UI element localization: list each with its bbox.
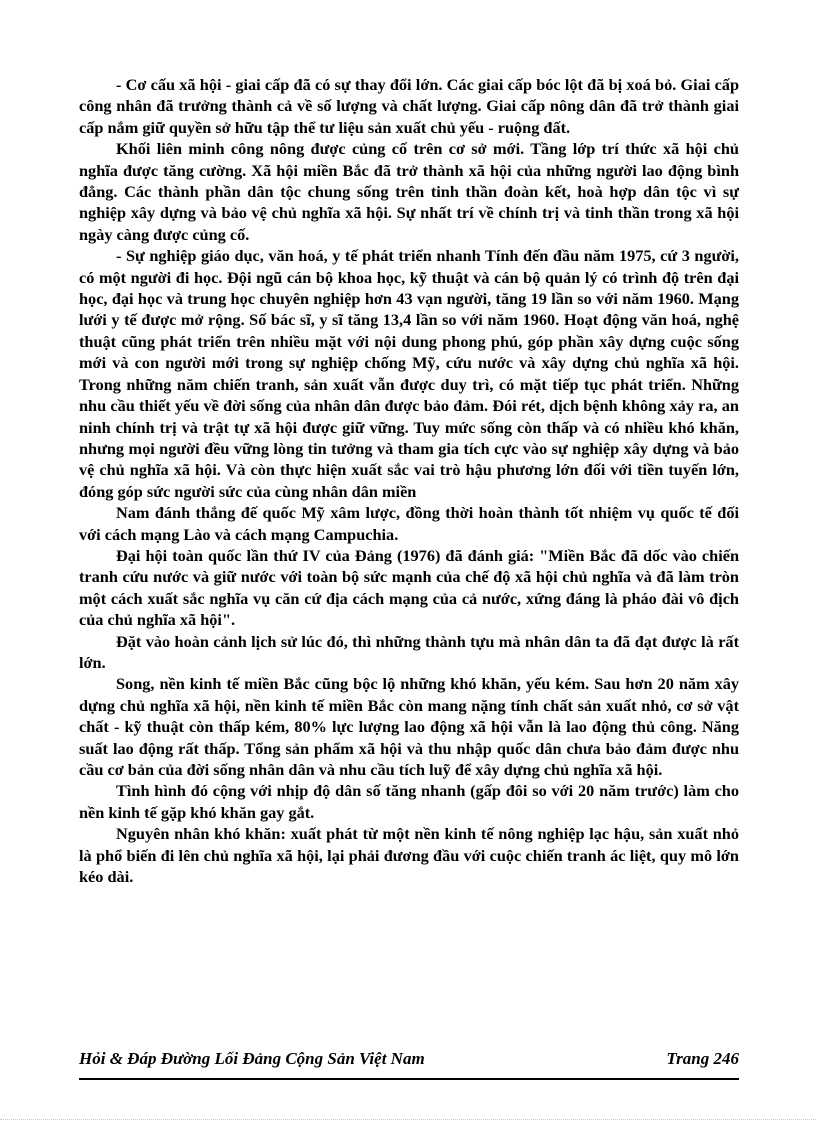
- page-footer: [79, 1049, 739, 1073]
- paragraph-education-culture-health: - Sự nghiệp giáo dục, văn hoá, y tế phát triển nhanh Tính đến đầu năm 1975, cứ 3 người, có một người đi học. Đội ngũ cán bộ khoa học, kỹ thuật và cán bộ quản lý có trình độ trên đại học, đại học và trung học chuyên nghiệp hơn 43 vạn người, tăng 19 lần so với năm 1960. Mạng lưới y tế được mở rộng. Số bác sĩ, y sĩ tăng 13,4 lần so với năm 1960. Hoạt động văn hoá, nghệ thuật cũng phát triển trên nhiều mặt với nội dung phong phú, góp phần xây dựng cuộc sống mới và con người mới trong sự nghiệp chống Mỹ, cứu nước và xây dựng chủ nghĩa xã hội. Trong những năm chiến tranh, sản xuất vẫn được duy trì, có mặt tiếp tục phát triển. Những nhu cầu thiết yếu về đời sống của nhân dân được bảo đảm. Đói rét, dịch bệnh không xảy ra, an ninh chính trị và trật tự xã hội được giữ vững. Tuy mức sống còn thấp và có nhiều khó khăn, nhưng mọi người đều vững lòng tin tưởng và tham gia tích cực vào sự nghiệp xây dựng và bảo vệ chủ nghĩa xã hội. Và còn thực hiện xuất sắc vai trò hậu phương lớn đối với tiền tuyến lớn, đóng góp sức người sức của cùng nhân dân miền: [79, 246, 739, 501]
- paragraph-historical-context: Đặt vào hoàn cảnh lịch sử lúc đó, thì những thành tựu mà nhân dân ta đã đạt được là rất lớn.: [79, 631, 739, 672]
- footer-divider: [79, 1078, 739, 1080]
- footer-page-number: Trang 246: [666, 1049, 739, 1068]
- paragraph-defeat-us-aggression: Nam đánh thắng đế quốc Mỹ xâm lược, đồng thời hoàn thành tốt nhiệm vụ quốc tế đối với cách mạng Lào và cách mạng Campuchia.: [79, 503, 739, 544]
- paragraph-economic-weaknesses: Song, nền kinh tế miền Bắc cũng bộc lộ những khó khăn, yếu kém. Sau hơn 20 năm xây dựng chủ nghĩa xã hội, nền kinh tế miền Bắc còn mang nặng tính chất sản xuất nhỏ, cơ sở vật chất - kỹ thuật còn thấp kém, 80% lực lượng lao động xã hội vẫn là lao động thủ công. Năng suất lao động rất thấp. Tổng sản phẩm xã hội và thu nhập quốc dân chưa bảo đảm được nhu cầu cơ bản của đời sống nhân dân và nhu cầu tích luỹ để xây dựng chủ nghĩa xã hội.: [79, 674, 739, 779]
- paragraph-worker-peasant-alliance: Khối liên minh công nông được củng cố trên cơ sở mới. Tầng lớp trí thức xã hội chủ nghĩa được tăng cường. Xã hội miền Bắc đã trở thành xã hội của những người lao động bình đẳng. Các thành phần dân tộc chung sống trên tinh thần đoàn kết, hoà hợp dân tộc vì sự nghiệp xây dựng và bảo vệ chủ nghĩa xã hội. Sự nhất trí về chính trị và tinh thần trong xã hội ngày càng được củng cố.: [79, 139, 739, 244]
- footer-book-title: Hỏi & Đáp Đường Lối Đảng Cộng Sản Việt Nam: [79, 1049, 425, 1068]
- paragraph-causes-of-difficulty: Nguyên nhân khó khăn: xuất phát từ một nền kinh tế nông nghiệp lạc hậu, sản xuất nhỏ là phổ biến đi lên chủ nghĩa xã hội, lại phải đương đầu với cuộc chiến tranh ác liệt, quy mô lớn kéo dài.: [79, 824, 739, 887]
- paragraph-social-structure: - Cơ cấu xã hội - giai cấp đã có sự thay đổi lớn. Các giai cấp bóc lột đã bị xoá bỏ. Giai cấp công nhân đã trưởng thành cả về số lượng và chất lượng. Giai cấp nông dân đã trở thành giai cấp nắm giữ quyền sở hữu tập thể tư liệu sản xuất chủ yếu - ruộng đất.: [79, 75, 739, 137]
- page-edge-dotted-line: [0, 1119, 816, 1120]
- paragraph-fourth-congress-assessment: Đại hội toàn quốc lần thứ IV của Đảng (1976) đã đánh giá: "Miền Bắc đã dốc vào chiến tranh cứu nước và giữ nước với toàn bộ sức mạnh của chế độ xã hội chủ nghĩa và đã làm tròn một cách xuất sắc nghĩa vụ căn cứ địa cách mạng của cả nước, xứng đáng là pháo đài vô địch của chủ nghĩa xã hội".: [79, 545, 739, 630]
- body-text: [79, 74, 739, 887]
- paragraph-population-growth: Tình hình đó cộng với nhịp độ dân số tăng nhanh (gấp đôi so với 20 năm trước) làm cho nền kinh tế gặp khó khăn gay gắt.: [79, 781, 739, 822]
